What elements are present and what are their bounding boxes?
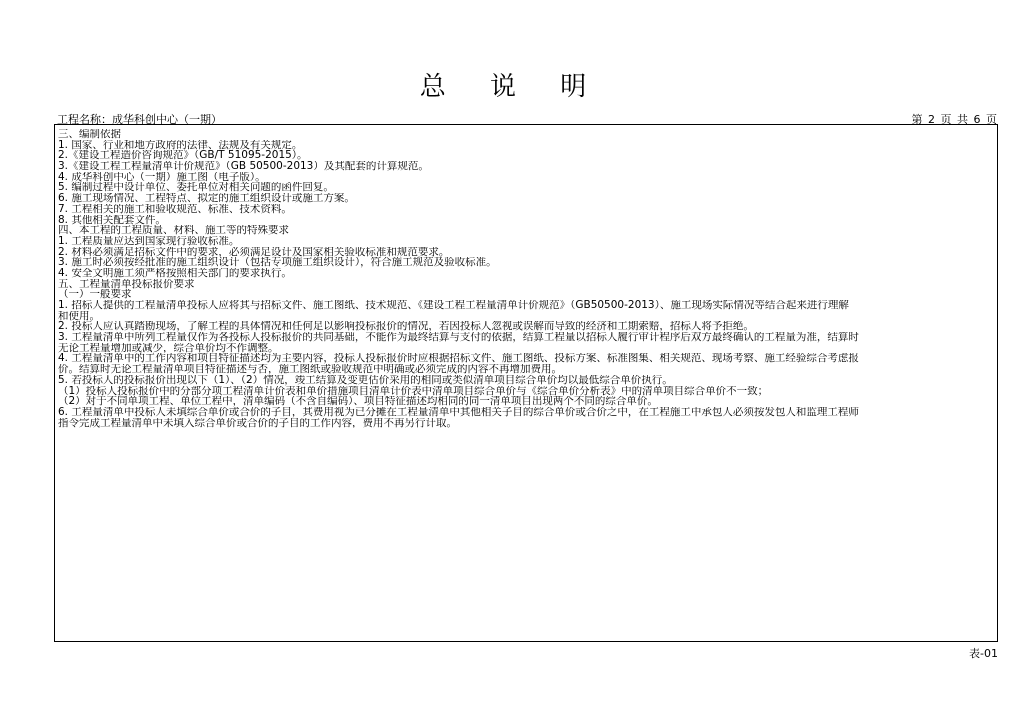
- text-line: 6. 施工现场情况、工程特点、拟定的施工组织设计或施工方案。: [58, 193, 355, 204]
- text-line: 三、编制依据: [58, 129, 121, 140]
- text-line: 3. 工程量清单中所列工程量仅作为各投标人投标报价的共同基础，不能作为最终结算与支付的依据，结算工程量以招标人履行审计程序后双方最终确认的工程量为准，结算时: [58, 332, 859, 343]
- page-indicator: 第 2 页 共 6 页: [911, 113, 998, 126]
- text-line: 2. 投标人应认真踏勘现场，了解工程的具体情况和任何足以影响投标报价的情况，若因投标人忽视或误解而导致的经济和工期索赔，招标人将予拒绝。: [58, 321, 754, 333]
- text-line: 6. 工程量清单中投标人未填综合单价或合价的子目，其费用视为已分摊在工程量清单中其他相关子目的综合单价或合价之中，在工程施工中承包人必须按发包人和监理工程师: [58, 406, 859, 418]
- text-line: 5. 若投标人的投标报价出现以下（1）、（2）情况，竣工结算及变更估价采用的相同或类似清单项目综合单价均以最低综合单价执行。: [58, 374, 673, 386]
- text-line: 4. 工程量清单中的工作内容和项目特征描述均为主要内容，投标人投标报价时应根据招标文件、施工图纸、投标方案、标准图集、相关规范、现场考察、施工经验综合考虑报: [58, 353, 859, 365]
- content-frame: [54, 124, 998, 642]
- description-text: [58, 129, 994, 428]
- text-line: 1. 国家、行业和地方政府的法律、法规及有关规定。: [58, 139, 303, 151]
- text-line: （2）对于不同单项工程、单位工程中，清单编码（不含自编码）、项目特征描述均相同的同一清单项目出现两个不同的综合单价。: [58, 396, 658, 407]
- text-line: 1. 招标人提供的工程量清单投标人应将其与招标文件、施工图纸、技术规范、《建设工程工程量清单计价规范》（GB50500-2013）、施工现场实际情况等结合起来进行理解: [58, 300, 849, 311]
- page-title: 总 说 明: [419, 72, 605, 102]
- text-line: 四、本工程的工程质量、材料、施工等的特殊要求: [58, 225, 289, 236]
- text-line: 3.《建设工程工程量清单计价规范》（GB 50500-2013）及其配套的计算规范。: [58, 161, 429, 172]
- text-line: 7. 工程相关的施工和验收规范、标准、技术资料。: [58, 203, 292, 215]
- form-number: 表-01: [969, 647, 998, 660]
- text-line: 8. 其他相关配套文件。: [58, 214, 166, 226]
- project-name: 工程名称：成华科创中心（一期）: [57, 113, 222, 126]
- text-line: 指令完成工程量清单中未填入综合单价或合价的子目的工作内容，费用不再另行计取。: [58, 417, 457, 429]
- text-line: 3. 施工时必须按经批准的施工组织设计（包括专项施工组织设计），符合施工规范及验收标准。: [58, 257, 497, 268]
- text-line: 价。结算时无论工程量清单项目特征描述与否，施工图纸或验收规范中明确或必须完成的内容不再增加费用。: [58, 364, 562, 375]
- text-line: 5. 编制过程中设计单位、委托单位对相关问题的函件回复。: [58, 182, 334, 194]
- text-line: 2. 材料必须满足招标文件中的要求，必须满足设计及国家相关验收标准和规范要求。: [58, 246, 450, 258]
- text-line: （1）投标人投标报价中的分部分项工程清单计价表和单价措施项目清单计价表中清单项目综合单价与《综合单价分析表》中的清单项目综合单价不一致；: [58, 385, 769, 397]
- text-line: 4. 成华科创中心（一期）施工图（电子版）。: [58, 171, 266, 183]
- text-line: 和使用。: [58, 310, 100, 322]
- text-line: 4. 安全文明施工须严格按照相关部门的要求执行。: [58, 267, 292, 279]
- text-line: 1. 工程质量应达到国家现行验收标准。: [58, 235, 240, 247]
- text-line: 五、工程量清单投标报价要求: [58, 278, 195, 290]
- text-line: 无论工程量增加或减少，综合单价均不作调整。: [58, 342, 279, 354]
- text-line: （一）一般要求: [58, 289, 132, 300]
- text-line: 2.《建设工程造价咨询规范》（GB/T 51095-2015）。: [58, 150, 308, 162]
